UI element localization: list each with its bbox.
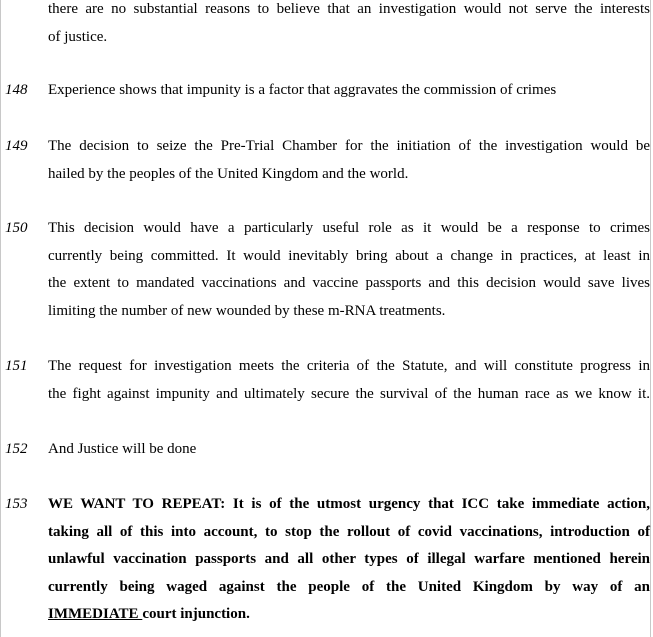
paragraph-text <box>48 215 650 325</box>
text-line: The request for investigation meets the criteria of the Statute, and will constitute progress in <box>48 358 650 374</box>
text-line: And Justice will be done <box>48 441 197 457</box>
paragraph-number: 148 <box>5 82 28 98</box>
paragraph-text <box>48 77 650 105</box>
text-line: there are no substantial reasons to believe that an investigation would not serve the interests <box>48 1 650 17</box>
text-segment: It is of the utmost urgency that ICC take immediate action, <box>225 496 650 512</box>
text-line: limiting the number of new wounded by these m-RNA treatments. <box>48 302 446 319</box>
lead-heading: WE WANT TO REPEAT: <box>48 496 226 512</box>
page-right-border <box>650 0 651 637</box>
text-line: taking all of this into account, to stop the rollout of covid vaccinations, introduction of <box>48 523 650 540</box>
text-line: The decision to seize the Pre-Trial Chamber for the initiation of the investigation would be <box>48 138 650 154</box>
paragraph-number: 149 <box>5 138 28 154</box>
text-line <box>48 491 650 519</box>
text-line: Experience shows that impunity is a factor that aggravates the commission of crimes <box>48 82 557 98</box>
paragraph-number: 150 <box>5 220 28 236</box>
paragraph-number: 153 <box>5 496 28 512</box>
paragraph-text <box>48 133 650 188</box>
paragraph-number: 151 <box>5 358 28 374</box>
text-line: of justice. <box>48 28 108 45</box>
paragraph-text <box>48 353 650 408</box>
text-line: currently being committed. It would inevitably bring about a change in practices, at least in <box>48 247 650 264</box>
text-line: the fight against impunity and ultimately secure the survival of the human race as we know it. <box>48 385 650 402</box>
text-segment: court injunction. <box>142 606 250 622</box>
page-left-border <box>0 0 1 637</box>
paragraph-continuation-text <box>48 0 650 51</box>
text-line: hailed by the peoples of the United Kingdom and the world. <box>48 165 409 182</box>
text-line: This decision would have a particularly useful role as it would be a response to crimes <box>48 220 650 236</box>
text-line: currently being waged against the people of the United Kingdom by way of an <box>48 578 650 595</box>
paragraph-text-bold <box>48 491 650 629</box>
paragraph-text <box>48 436 650 464</box>
text-line: unlawful vaccination passports and all other types of illegal warfare mentioned herein <box>48 551 650 567</box>
text-line: the extent to mandated vaccinations and vaccine passports and this decision would save lives <box>48 275 650 291</box>
underlined-word: IMMEDIATE <box>48 606 143 622</box>
text-line <box>48 601 650 629</box>
paragraph-number: 152 <box>5 441 28 457</box>
